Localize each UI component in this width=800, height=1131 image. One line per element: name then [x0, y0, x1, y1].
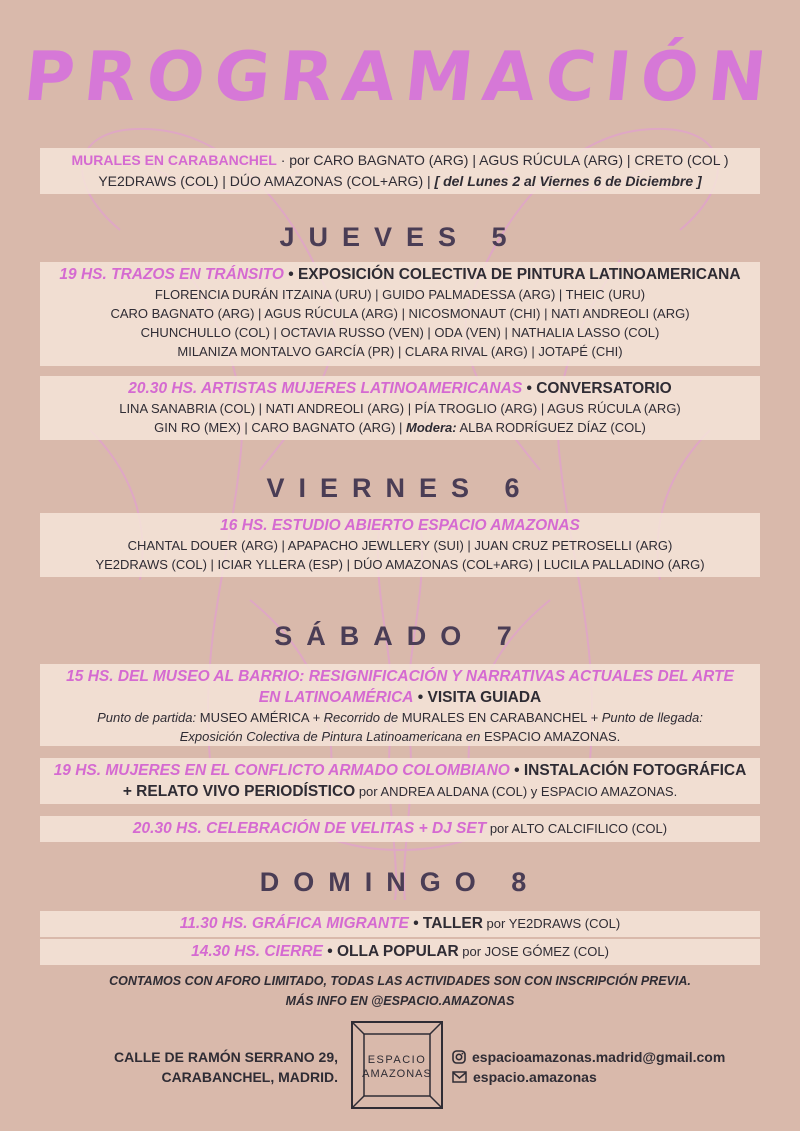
viernes-artists-1: CHANTAL DOUER (ARG) | APAPACHO JEWLLERY (SUI) | JUAN CRUZ PETROSELLI (ARG)	[127, 538, 673, 553]
domingo-event-2-type: • OLLA POPULAR	[322, 943, 459, 960]
logo-line-2: AMAZONAS	[362, 1068, 432, 1080]
domingo-event-1-by: por YE2DRAWS (COL)	[482, 916, 621, 931]
domingo-band-2	[40, 939, 760, 965]
sabado-event-1-title-1	[40, 666, 760, 687]
domingo-event-2-time: 14.30 HS. CIERRE	[191, 943, 323, 960]
jueves-event-1-title	[40, 264, 760, 285]
logo-line-1: ESPACIO	[367, 1054, 427, 1066]
jueves-event-2-type: • CONVERSATORIO	[522, 380, 672, 397]
murales-line-1	[40, 150, 760, 171]
domingo-event-2-by: por JOSE GÓMEZ (COL)	[458, 944, 609, 959]
sabado-band-2	[40, 758, 760, 804]
murales-artists-1: · por CARO BAGNATO (ARG) | AGUS RÚCULA (ARG) | CRETO (COL )	[276, 152, 729, 168]
sabado-event-3-time: 20.30 HS. CELEBRACIÓN DE VELITAS + DJ SET	[132, 820, 487, 837]
sabado-event-2-time: 19 HS. MUJERES EN EL CONFLICTO ARMADO COLOMBIANO	[53, 762, 510, 779]
sabado-event-2-by: por ANDREA ALDANA (COL) y ESPACIO AMAZONAS.	[355, 784, 678, 799]
sabado-band-1	[40, 664, 760, 746]
day-heading-jueves: JUEVES 5	[279, 222, 521, 252]
jueves-band-1	[40, 262, 760, 366]
notice-line-2: MÁS INFO EN @ESPACIO.AMAZONAS	[285, 994, 515, 1008]
jueves-event-2-time: 20.30 HS. ARTISTAS MUJERES LATINOAMERICANAS	[128, 380, 523, 397]
jueves-event-2-participants-2	[40, 418, 760, 437]
day-heading-sabado: SÁBADO 7	[274, 621, 526, 651]
murales-band	[40, 148, 760, 194]
sabado-event-3-title	[40, 818, 760, 839]
jueves-band-2	[40, 376, 760, 440]
sabado-event-3-by: por ALTO CALCIFILICO (COL)	[486, 821, 668, 836]
end-place: ESPACIO AMAZONAS.	[480, 729, 621, 744]
sabado-event-2-type: • INSTALACIÓN FOTOGRÁFICA	[509, 762, 747, 779]
venue-address	[110, 1047, 338, 1087]
jueves-event-1-artists-3: CHUNCHULLO (COL) | OCTAVIA RUSSO (VEN) | ODA (VEN) | NATHALIA LASSO (COL)	[140, 325, 660, 340]
end-description: Exposición Colectiva de Pintura Latinoamericana en	[179, 729, 481, 744]
sabado-event-1-detail-1	[40, 708, 760, 727]
viernes-band	[40, 513, 760, 577]
jueves-event-2-moderator: ALBA RODRÍGUEZ DÍAZ (COL)	[456, 420, 646, 435]
instagram-icon	[452, 1050, 466, 1064]
domingo-band-1	[40, 911, 760, 937]
instagram-row	[452, 1047, 725, 1067]
jueves-event-1-time: 19 HS. TRAZOS EN TRÁNSITO	[59, 266, 284, 283]
start-label: Punto de partida:	[97, 710, 197, 725]
sabado-band-3	[40, 816, 760, 842]
sabado-event-1-detail-2	[40, 727, 760, 746]
contact-info	[452, 1047, 725, 1087]
route-label: + Recorrido de	[312, 710, 399, 725]
jueves-event-1-artists-2: CARO BAGNATO (ARG) | AGUS RÚCULA (ARG) | NICOSMONAUT (CHI) | NATI ANDREOLI (ARG)	[110, 306, 690, 321]
viernes-artists-2: YE2DRAWS (COL) | ICIAR YLLERA (ESP) | DÚO AMAZONAS (COL+ARG) | LUCILA PALLADINO (ARG)	[95, 557, 705, 572]
espacio-amazonas-logo	[350, 1020, 444, 1110]
jueves-event-1-type: • EXPOSICIÓN COLECTIVA DE PINTURA LATINOAMERICANA	[283, 266, 741, 283]
domingo-event-1-type: • TALLER	[408, 915, 483, 932]
day-heading-viernes: VIERNES 6	[266, 473, 534, 503]
sabado-event-2-type-2: + RELATO VIVO PERIODÍSTICO	[122, 783, 356, 800]
contact-email-text[interactable]: espacioamazonas.madrid@gmail.com	[472, 1049, 726, 1065]
murales-artists-2: YE2DRAWS (COL) | DÚO AMAZONAS (COL+ARG) |	[98, 173, 435, 189]
jueves-event-1-artists-1: FLORENCIA DURÁN ITZAINA (URU) | GUIDO PALMADESSA (ARG) | THEIC (URU)	[154, 287, 646, 302]
contact-handle-text[interactable]: espacio.amazonas	[473, 1069, 597, 1085]
address-line-2: CARABANCHEL, MADRID.	[161, 1069, 338, 1085]
jueves-event-2-title	[40, 378, 760, 399]
murales-line-2	[40, 171, 760, 192]
jueves-event-2-participants-1: LINA SANABRIA (COL) | NATI ANDREOLI (ARG) | PÍA TROGLIO (ARG) | AGUS RÚCULA (ARG)	[119, 401, 681, 416]
page-title: PROGRAMACIÓN	[20, 38, 780, 117]
sabado-event-1-title-cont: EN LATINOAMÉRICA	[258, 689, 414, 706]
jueves-event-2-moderator-label: Modera:	[406, 420, 457, 435]
murales-dates: [ del Lunes 2 al Viernes 6 de Diciembre ]	[434, 173, 702, 189]
sabado-event-2-title-2	[40, 781, 760, 802]
domingo-event-1-title	[40, 913, 760, 934]
sabado-event-1-title-2	[40, 687, 760, 708]
address-line-1: CALLE DE RAMÓN SERRANO 29,	[113, 1049, 338, 1065]
day-heading-domingo: DOMINGO 8	[259, 867, 541, 897]
mail-row	[452, 1067, 725, 1087]
domingo-event-1-time: 11.30 HS. GRÁFICA MIGRANTE	[179, 915, 409, 932]
end-label: + Punto de llegada:	[590, 710, 703, 725]
route-place: MURALES EN CARABANCHEL	[398, 710, 591, 725]
start-place: MUSEO AMÉRICA	[196, 710, 313, 725]
domingo-event-2-title	[40, 941, 760, 962]
viernes-event-title	[40, 515, 760, 536]
jueves-event-1-artists-4: MILANIZA MONTALVO GARCÍA (PR) | CLARA RIVAL (ARG) | JOTAPÉ (CHI)	[177, 344, 623, 359]
murales-title: MURALES EN CARABANCHEL	[71, 152, 277, 168]
registration-notice	[0, 971, 800, 1011]
sabado-event-1-type: • VISITA GUIADA	[413, 689, 542, 706]
viernes-event-time: 16 HS. ESTUDIO ABIERTO ESPACIO AMAZONAS	[220, 517, 580, 534]
jueves-event-2-participants-2a: GIN RO (MEX) | CARO BAGNATO (ARG) |	[154, 420, 406, 435]
mail-icon	[452, 1071, 467, 1083]
sabado-event-2-title	[40, 760, 760, 781]
sabado-event-1-time: 15 HS. DEL MUSEO AL BARRIO: RESIGNIFICACIÓN Y NARRATIVAS ACTUALES DEL ARTE	[66, 668, 734, 685]
notice-line-1: CONTAMOS CON AFORO LIMITADO, TODAS LAS ACTIVIDADES SON CON INSCRIPCIÓN PREVIA.	[109, 974, 691, 988]
